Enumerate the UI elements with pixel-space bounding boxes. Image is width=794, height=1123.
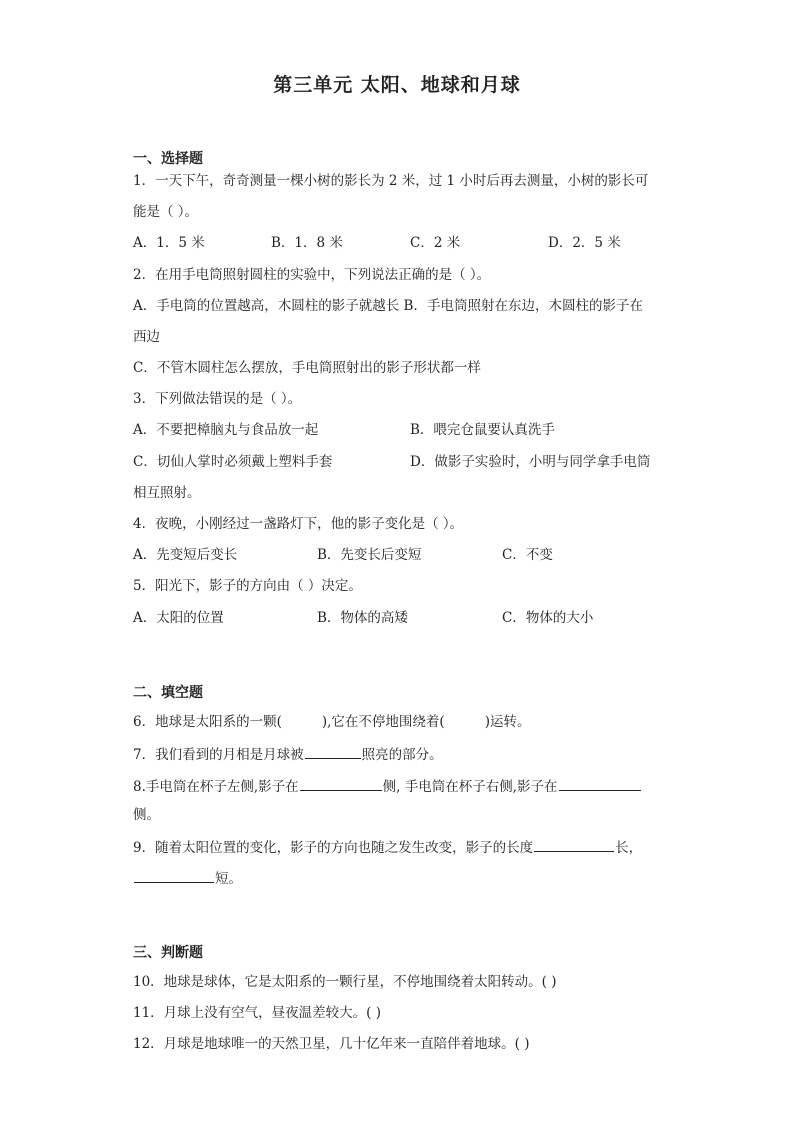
q7-blank[interactable] <box>305 744 361 759</box>
section-fill-heading: 二、填空题 <box>133 685 203 701</box>
q1-option-a: A．1．5 米 <box>133 235 205 251</box>
q1-option-c: C．2 米 <box>410 235 461 251</box>
q2-options-line1: A．手电筒的位置越高，木圆柱的影子就越长 B．手电筒照射在东边，木圆柱的影子在 <box>133 298 643 314</box>
q3-option-a: A．不要把樟脑丸与食品放一起 <box>133 422 319 438</box>
q2-option-c: C．不管木圆柱怎么摆放，手电筒照射出的影子形状都一样 <box>133 360 481 376</box>
q7 <box>133 744 443 764</box>
q9-blank-2[interactable] <box>134 868 214 883</box>
q8-blank-2[interactable] <box>559 776 641 791</box>
q11: 11．月球上没有空气，昼夜温差较大。( ) <box>133 1005 382 1021</box>
q5-stem: 5．阳光下，影子的方向由（ ）决定。 <box>133 578 362 594</box>
q9-blank-1[interactable] <box>534 837 614 852</box>
q9-text-2: 长， <box>615 840 643 856</box>
q1-option-d: D．2．5 米 <box>548 235 621 251</box>
q5-option-b: B．物体的高矮 <box>317 610 408 626</box>
q8 <box>133 776 642 796</box>
q5-option-c: C．物体的大小 <box>502 610 594 626</box>
q5-option-a: A．太阳的位置 <box>133 610 224 626</box>
q7-text-1: 7．我们看到的月相是月球被 <box>133 747 304 763</box>
q6 <box>133 713 530 731</box>
q3-option-d-line1: D．做影子实验时，小明与同学拿手电筒 <box>410 454 651 470</box>
q9-line2 <box>133 868 242 888</box>
q8-line2: 侧。 <box>133 807 160 823</box>
page-title: 第三单元 太阳、地球和月球 <box>273 74 521 96</box>
q9 <box>133 837 642 857</box>
q2-options-line2: 西边 <box>133 329 160 345</box>
q9-text-1: 9．随着太阳位置的变化，影子的方向也随之发生改变，影子的长度 <box>133 840 534 856</box>
q4-stem: 4．夜晚，小刚经过一盏路灯下，他的影子变化是（ ）。 <box>133 516 464 532</box>
q6-text-1: 6．地球是太阳系的一颗( <box>133 714 282 730</box>
q8-text-2: 侧, 手电筒在杯子右侧,影子在 <box>382 779 558 795</box>
q1-option-b: B．1．8 米 <box>271 235 343 251</box>
q3-stem: 3．下列做法错误的是（ ）。 <box>133 391 302 407</box>
q10: 10．地球是球体，它是太阳系的一颗行星，不停地围绕着太阳转动。( ) <box>133 974 557 990</box>
q8-blank-1[interactable] <box>300 776 382 791</box>
q9-text-3: 短。 <box>215 871 242 887</box>
q3-option-d-line2: 相互照射。 <box>133 485 201 501</box>
q3-option-c: C．切仙人掌时必须戴上塑料手套 <box>133 454 333 470</box>
q4-option-a: A．先变短后变长 <box>133 547 238 563</box>
q4-option-b: B．先变长后变短 <box>317 547 422 563</box>
q2-stem: 2．在用手电筒照射圆柱的实验中，下列说法正确的是（ ）。 <box>133 267 491 283</box>
q8-text-1: 8.手电筒在杯子左侧,影子在 <box>133 779 299 795</box>
q6-text-3: )运转。 <box>484 714 531 730</box>
section-choice-heading: 一、选择题 <box>133 151 203 167</box>
q12: 12．月球是地球唯一的天然卫星，几十亿年来一直陪伴着地球。( ) <box>133 1036 530 1052</box>
section-judge-heading: 三、判断题 <box>133 945 203 961</box>
q6-text-2: ),它在不停地围绕着( <box>321 714 445 730</box>
q3-option-b: B．喂完仓鼠要认真洗手 <box>410 422 555 438</box>
q7-text-2: 照亮的部分。 <box>361 747 443 763</box>
q1-stem-line2: 能是（ ）。 <box>133 204 199 220</box>
q1-stem-line1: 1．一天下午，奇奇测量一棵小树的影长为 2 米，过 1 小时后再去测量，小树的影长可 <box>133 173 649 189</box>
q4-option-c: C．不变 <box>502 547 553 563</box>
